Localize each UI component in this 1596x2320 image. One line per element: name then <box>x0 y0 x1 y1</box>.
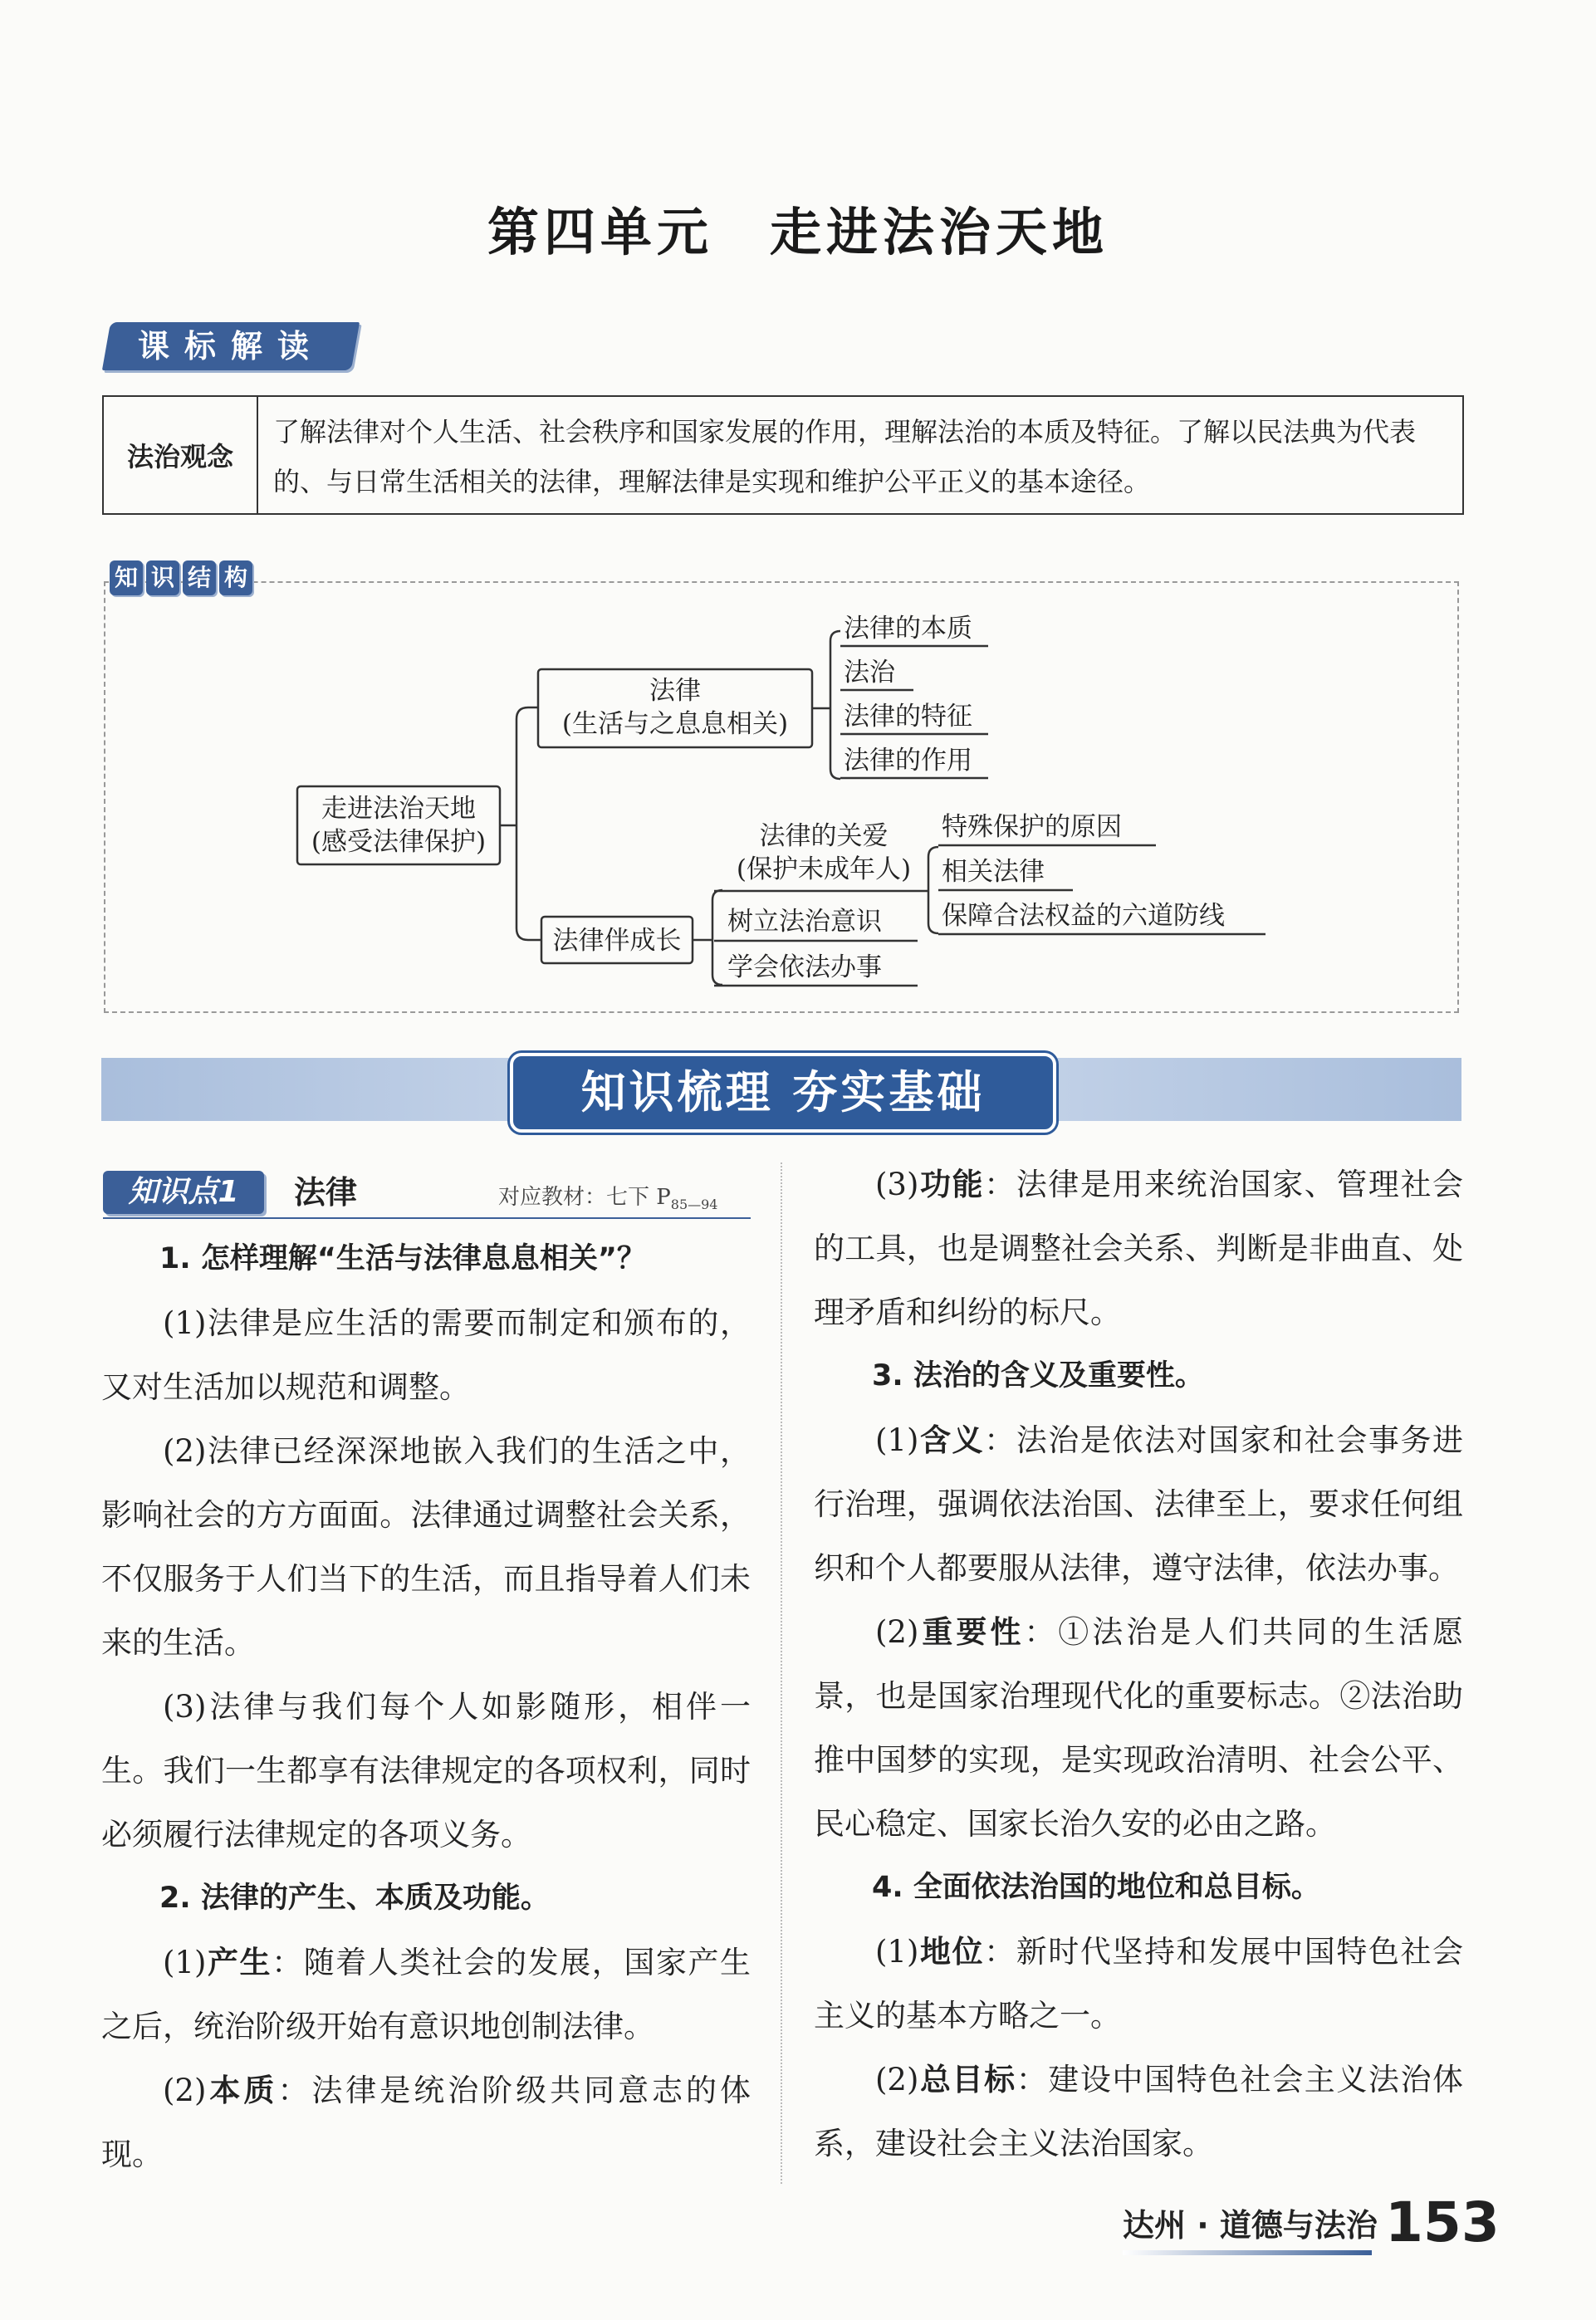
mindmap-b1-item: 法律的特征 <box>844 702 972 732</box>
mindmap-b2-sub3: 学会依法办事 <box>727 952 882 982</box>
mindmap-b1-item: 法律的本质 <box>844 614 972 644</box>
paragraph: (2)法律已经深深地嵌入我们的生活之中，影响社会的方方面面。法律通过调整社会关系，不仅服务于人们当下的生活，而且指导着人们未来的生活。 <box>101 1433 751 1661</box>
mindmap-b1-item: 法治 <box>844 658 895 688</box>
knowledge-point-tag: 知识点1 <box>103 1171 264 1214</box>
mindmap-b2-sub1-item: 相关法律 <box>942 857 1045 887</box>
paragraph: (2)本质：法律是统治阶级共同意志的体现。 <box>101 2073 751 2172</box>
mindmap-branch1-line2: (生活与之息息相关) <box>561 709 789 739</box>
mindmap-b1-item: 法律的作用 <box>844 746 972 776</box>
structure-tag-char: 构 <box>219 560 252 595</box>
paragraph: (3)功能：法律是用来统治国家、管理社会的工具，也是调整社会关系、判断是非曲直、处理矛盾和纠纷的标尺。 <box>814 1167 1464 1330</box>
knowledge-point-underline <box>103 1217 751 1219</box>
footer-underline <box>1123 2250 1372 2255</box>
textbook-reference: 对应教材：七下 $P_{85—94}$ <box>498 1185 718 1213</box>
paragraph: (2)总目标：建设中国特色社会主义法治体系，建设社会主义法治国家。 <box>814 2062 1464 2161</box>
right-column <box>814 1153 1463 2176</box>
mindmap-b2sub-bracket <box>928 847 938 933</box>
mindmap-branch1-line1: 法律 <box>649 676 701 706</box>
mindmap-b2-sub1-item: 特殊保护的原因 <box>942 812 1122 842</box>
mindmap-b2-sub1-line1: 法律的关爱 <box>759 821 889 851</box>
mindmap-root-line2: (感受法律保护) <box>311 827 487 857</box>
curriculum-tag: 课标解读 <box>102 322 360 370</box>
left-column <box>101 1227 751 2186</box>
mindmap-root-line1: 走进法治天地 <box>321 794 476 824</box>
knowledge-point-title: 法律 <box>294 1174 358 1211</box>
question-heading: 3. 法治的含义及重要性。 <box>872 1359 1204 1392</box>
mindmap-branch2: 法律伴成长 <box>552 926 682 956</box>
mindmap-b2-sub2: 树立法治意识 <box>727 907 882 937</box>
footer-label: 达州 · 道德与法治 <box>1123 2207 1378 2244</box>
question-heading: 1. 怎样理解“生活与法律息息相关”？ <box>159 1242 646 1275</box>
mindmap-b2-bracket <box>712 890 722 985</box>
paragraph: (1)产生：随着人类社会的发展，国家产生之后，统治阶级开始有意识地创制法律。 <box>101 1945 751 2044</box>
paragraph: (1)法律是应生活的需要而制定和颁布的，又对生活加以规范和调整。 <box>101 1305 751 1405</box>
mindmap-root-bracket <box>516 707 528 940</box>
page-number: 153 <box>1385 2190 1500 2254</box>
structure-tag-char: 结 <box>183 560 216 595</box>
structure-tag-char: 识 <box>146 560 179 595</box>
mindmap-b2-sub1-item: 保障合法权益的六道防线 <box>942 901 1225 931</box>
paragraph: (1)含义：法治是依法对国家和社会事务进行治理，强调依法治国、法律至上，要求任何组织和个人都要服从法律，遵守法律，依法办事。 <box>814 1422 1464 1586</box>
paragraph: (2)重要性：①法治是人们共同的生活愿景，也是国家治理现代化的重要标志。②法治助推中国梦的实现，是实现政治清明、社会公平、民心稳定、国家长治久安的必由之路。 <box>814 1614 1464 1842</box>
column-divider <box>781 1162 782 2184</box>
structure-tag-char: 知 <box>110 560 143 595</box>
mindmap-b2-sub1-line2: (保护未成年人) <box>736 854 912 884</box>
paragraph: (1)地位：新时代坚持和发展中国特色社会主义的基本方略之一。 <box>814 1934 1464 2034</box>
section-banner: 知识梳理 夯实基础 <box>510 1053 1056 1133</box>
question-heading: 4. 全面依法治国的地位和总目标。 <box>872 1871 1320 1904</box>
curriculum-label: 法治观念 <box>104 397 258 513</box>
page-title: 第四单元 走进法治天地 <box>487 202 1109 262</box>
paragraph: (3)法律与我们每个人如影随形，相伴一生。我们一生都享有法律规定的各项权利，同时必须履行法律规定的各项义务。 <box>101 1689 751 1853</box>
mindmap-b1-bracket <box>830 631 840 779</box>
curriculum-text: 了解法律对个人生活、社会秩序和国家发展的作用，理解法治的本质及特征。了解以民法典为代表的、与日常生活相关的法律，理解法律是实现和维护公平正义的基本途径。 <box>273 416 1417 497</box>
question-heading: 2. 法律的产生、本质及功能。 <box>159 1882 550 1915</box>
